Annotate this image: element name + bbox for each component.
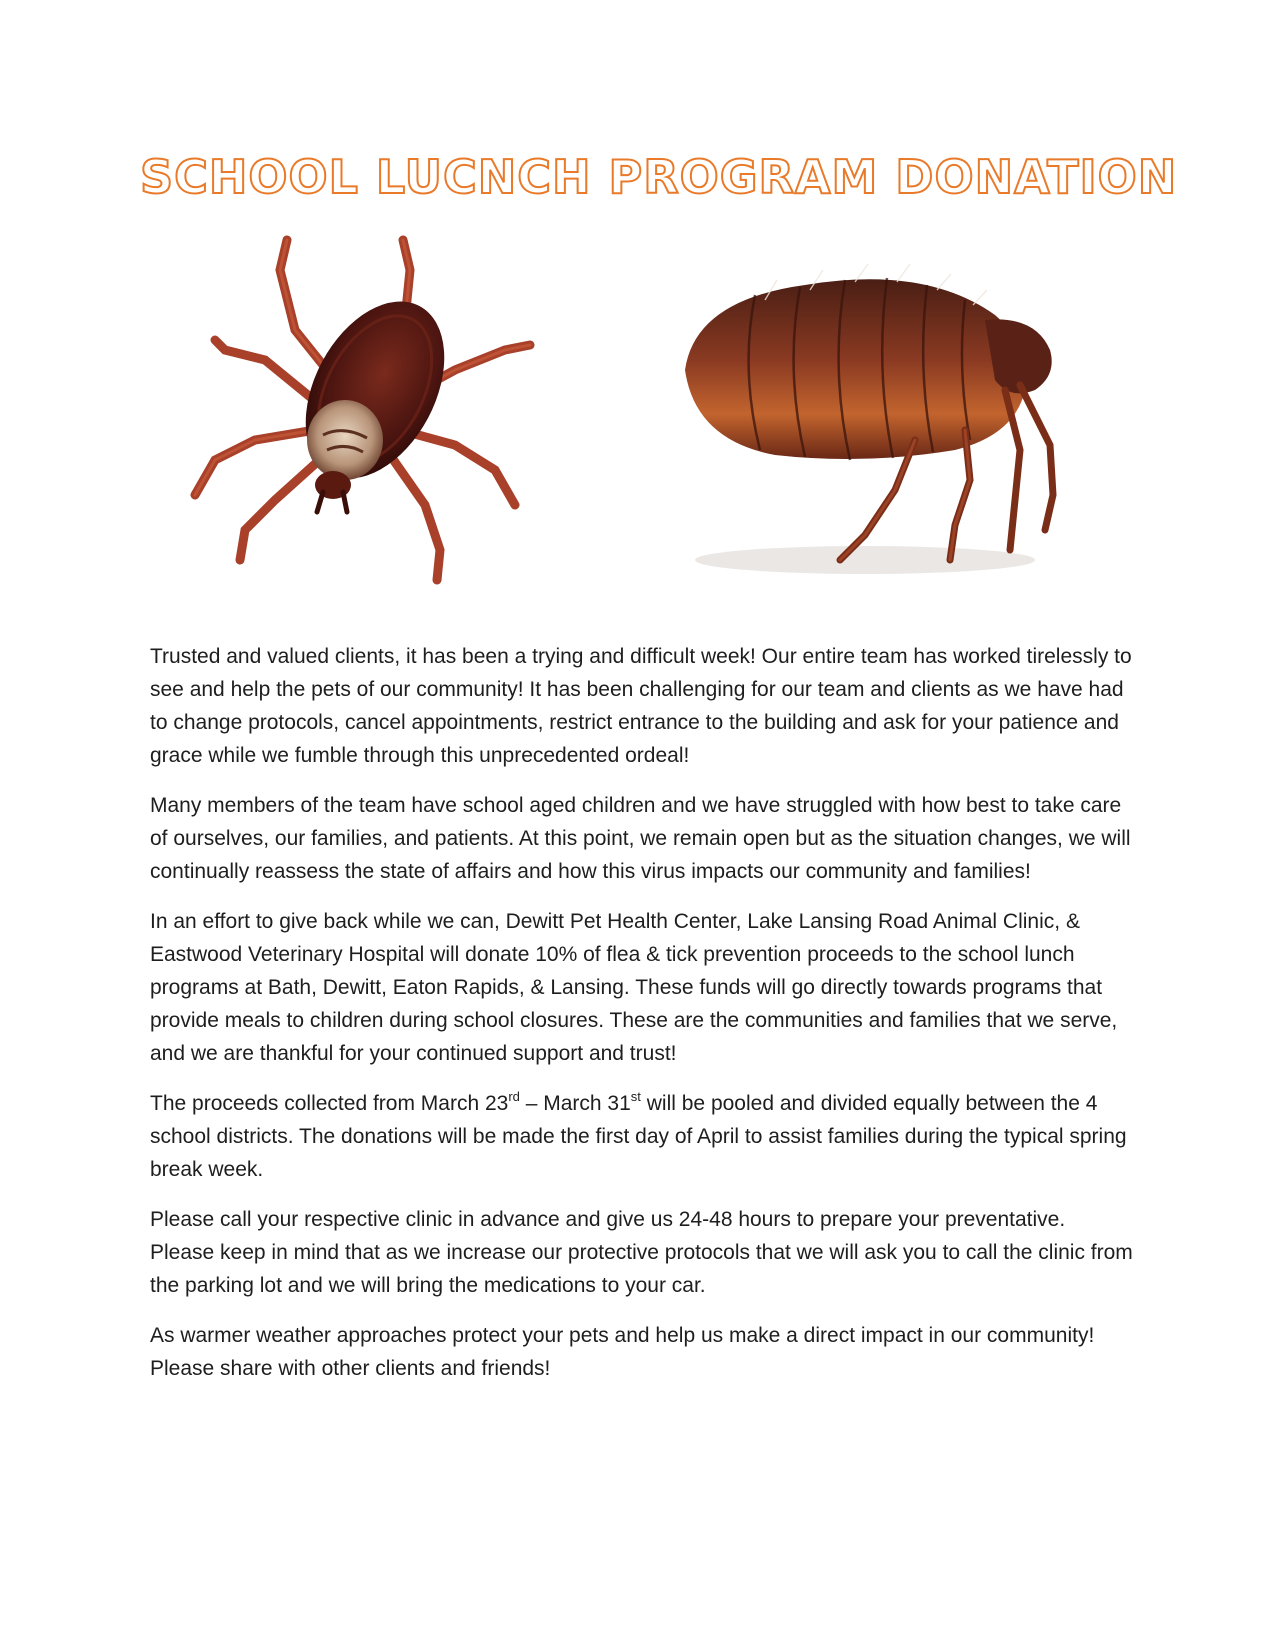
paragraph: Please call your respective clinic in advance and give us 24-48 hours to prepare your preventative. Please keep in mind that as we increase our protective protocols that we will ask you to call the clinic from the parking lot and we will bring the medications to your car. <box>150 1208 1133 1297</box>
ordinal-suffix: rd <box>508 1089 520 1104</box>
paragraph: As warmer weather approaches protect your pets and help us make a direct impact in our community! Please share with other clients and friends! <box>150 1324 1095 1380</box>
paragraph: In an effort to give back while we can, Dewitt Pet Health Center, Lake Lansing Road Animal Clinic, & Eastwood Veterinary Hospital will donate 10% of flea & tick prevention proceeds to the school lunch programs at Bath, Dewitt, Eaton Rapids, & Lansing. These funds will go directly towards programs that provide meals to children during school closures. These are the communities and families that we serve, and we are thankful for your continued support and trust! <box>150 910 1118 1065</box>
ordinal-suffix: st <box>630 1089 641 1104</box>
proceeds-text-end: will be pooled and divided equally between the 4 school districts. The donations will be made the first day of April to assist families during the typical spring break week. <box>150 1092 1127 1181</box>
paragraph: Trusted and valued clients, it has been a trying and difficult week! Our entire team has worked tirelessly to see and help the pets of our community! It has been challenging for our team and clients as we have had to change protocols, cancel appointments, restrict entrance to the building and ask for your patience and grace while we fumble through this unprecedented ordeal! <box>150 645 1132 767</box>
flea-icon <box>665 260 1065 590</box>
paragraph: Many members of the team have school aged children and we have struggled with how best to take care of ourselves, our families, and patients. At this point, we remain open but as the situation changes, we will continually reassess the state of affairs and how this virus impacts our community and families! <box>150 794 1131 883</box>
proceeds-text-range: – March 31 <box>519 1092 631 1115</box>
pest-illustrations <box>140 230 1140 600</box>
proceeds-text-start: The proceeds collected from March 23 <box>150 1092 509 1115</box>
page-title: SCHOOL LUCNCH PROGRAM DONATION <box>140 150 1178 204</box>
tick-icon <box>185 230 545 600</box>
proceeds-paragraph <box>150 1087 1135 1186</box>
letter-body <box>150 640 1135 1402</box>
